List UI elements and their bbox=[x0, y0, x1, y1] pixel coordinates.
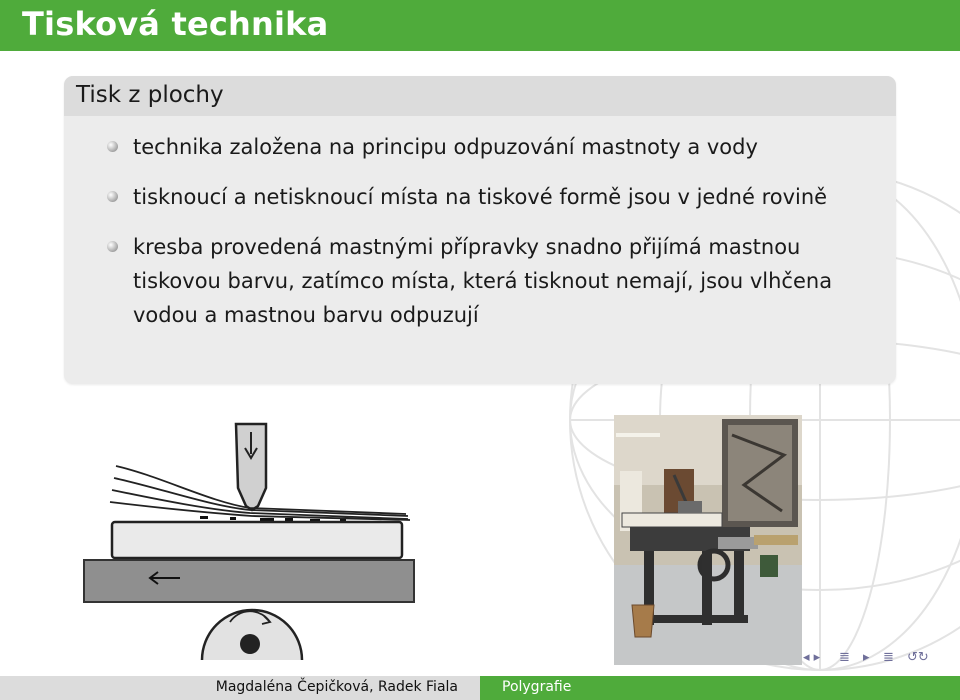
list-item-text: tisknoucí a netisknoucí místa na tiskové formě jsou v jedné rovině bbox=[133, 185, 828, 209]
list-item bbox=[64, 180, 896, 214]
footer-authors-box bbox=[0, 676, 480, 700]
block-title: Tisk z plochy bbox=[76, 82, 224, 108]
list-item-text: kresba provedená mastnými přípravky snadno přijímá mastnou tiskovou barvu, zatímco místa, která tisknout nemají, jsou vlhčena vodou a mastnou barvu odpuzují bbox=[133, 235, 833, 327]
list-item bbox=[64, 230, 896, 332]
litho-stone bbox=[112, 522, 402, 558]
frame-title-bar bbox=[0, 0, 960, 51]
roller-cylinder bbox=[202, 610, 302, 660]
nav-search-icon[interactable]: ↺↻ bbox=[907, 650, 929, 665]
press-diagram bbox=[80, 410, 420, 660]
nav-next-icon[interactable]: ▸ bbox=[863, 650, 870, 665]
footer-authors: Magdaléna Čepičková, Radek Fiala bbox=[215, 679, 458, 695]
footer-subject: Polygrafie bbox=[502, 679, 572, 695]
bullet-icon bbox=[107, 241, 118, 252]
nav-section-icon[interactable]: ≣ bbox=[839, 650, 850, 665]
list-item bbox=[64, 130, 896, 164]
press-photo bbox=[614, 415, 802, 665]
nav-prev-icon[interactable]: ◂ ▸ bbox=[803, 650, 821, 665]
footer-bar bbox=[0, 676, 960, 700]
press-bed bbox=[84, 560, 414, 602]
footer-subject-box bbox=[480, 676, 960, 700]
page-title: Tisková technika bbox=[22, 5, 329, 43]
content-block bbox=[64, 76, 896, 384]
beamer-navigation bbox=[803, 650, 953, 668]
scraper-blade bbox=[236, 424, 266, 510]
block-header bbox=[64, 76, 896, 116]
bullet-list bbox=[64, 130, 896, 332]
bullet-icon bbox=[107, 141, 118, 152]
nav-subsection-icon[interactable]: ≣ bbox=[883, 650, 894, 665]
bullet-icon bbox=[107, 191, 118, 202]
list-item-text: technika založena na principu odpuzování mastnoty a vody bbox=[133, 135, 758, 159]
